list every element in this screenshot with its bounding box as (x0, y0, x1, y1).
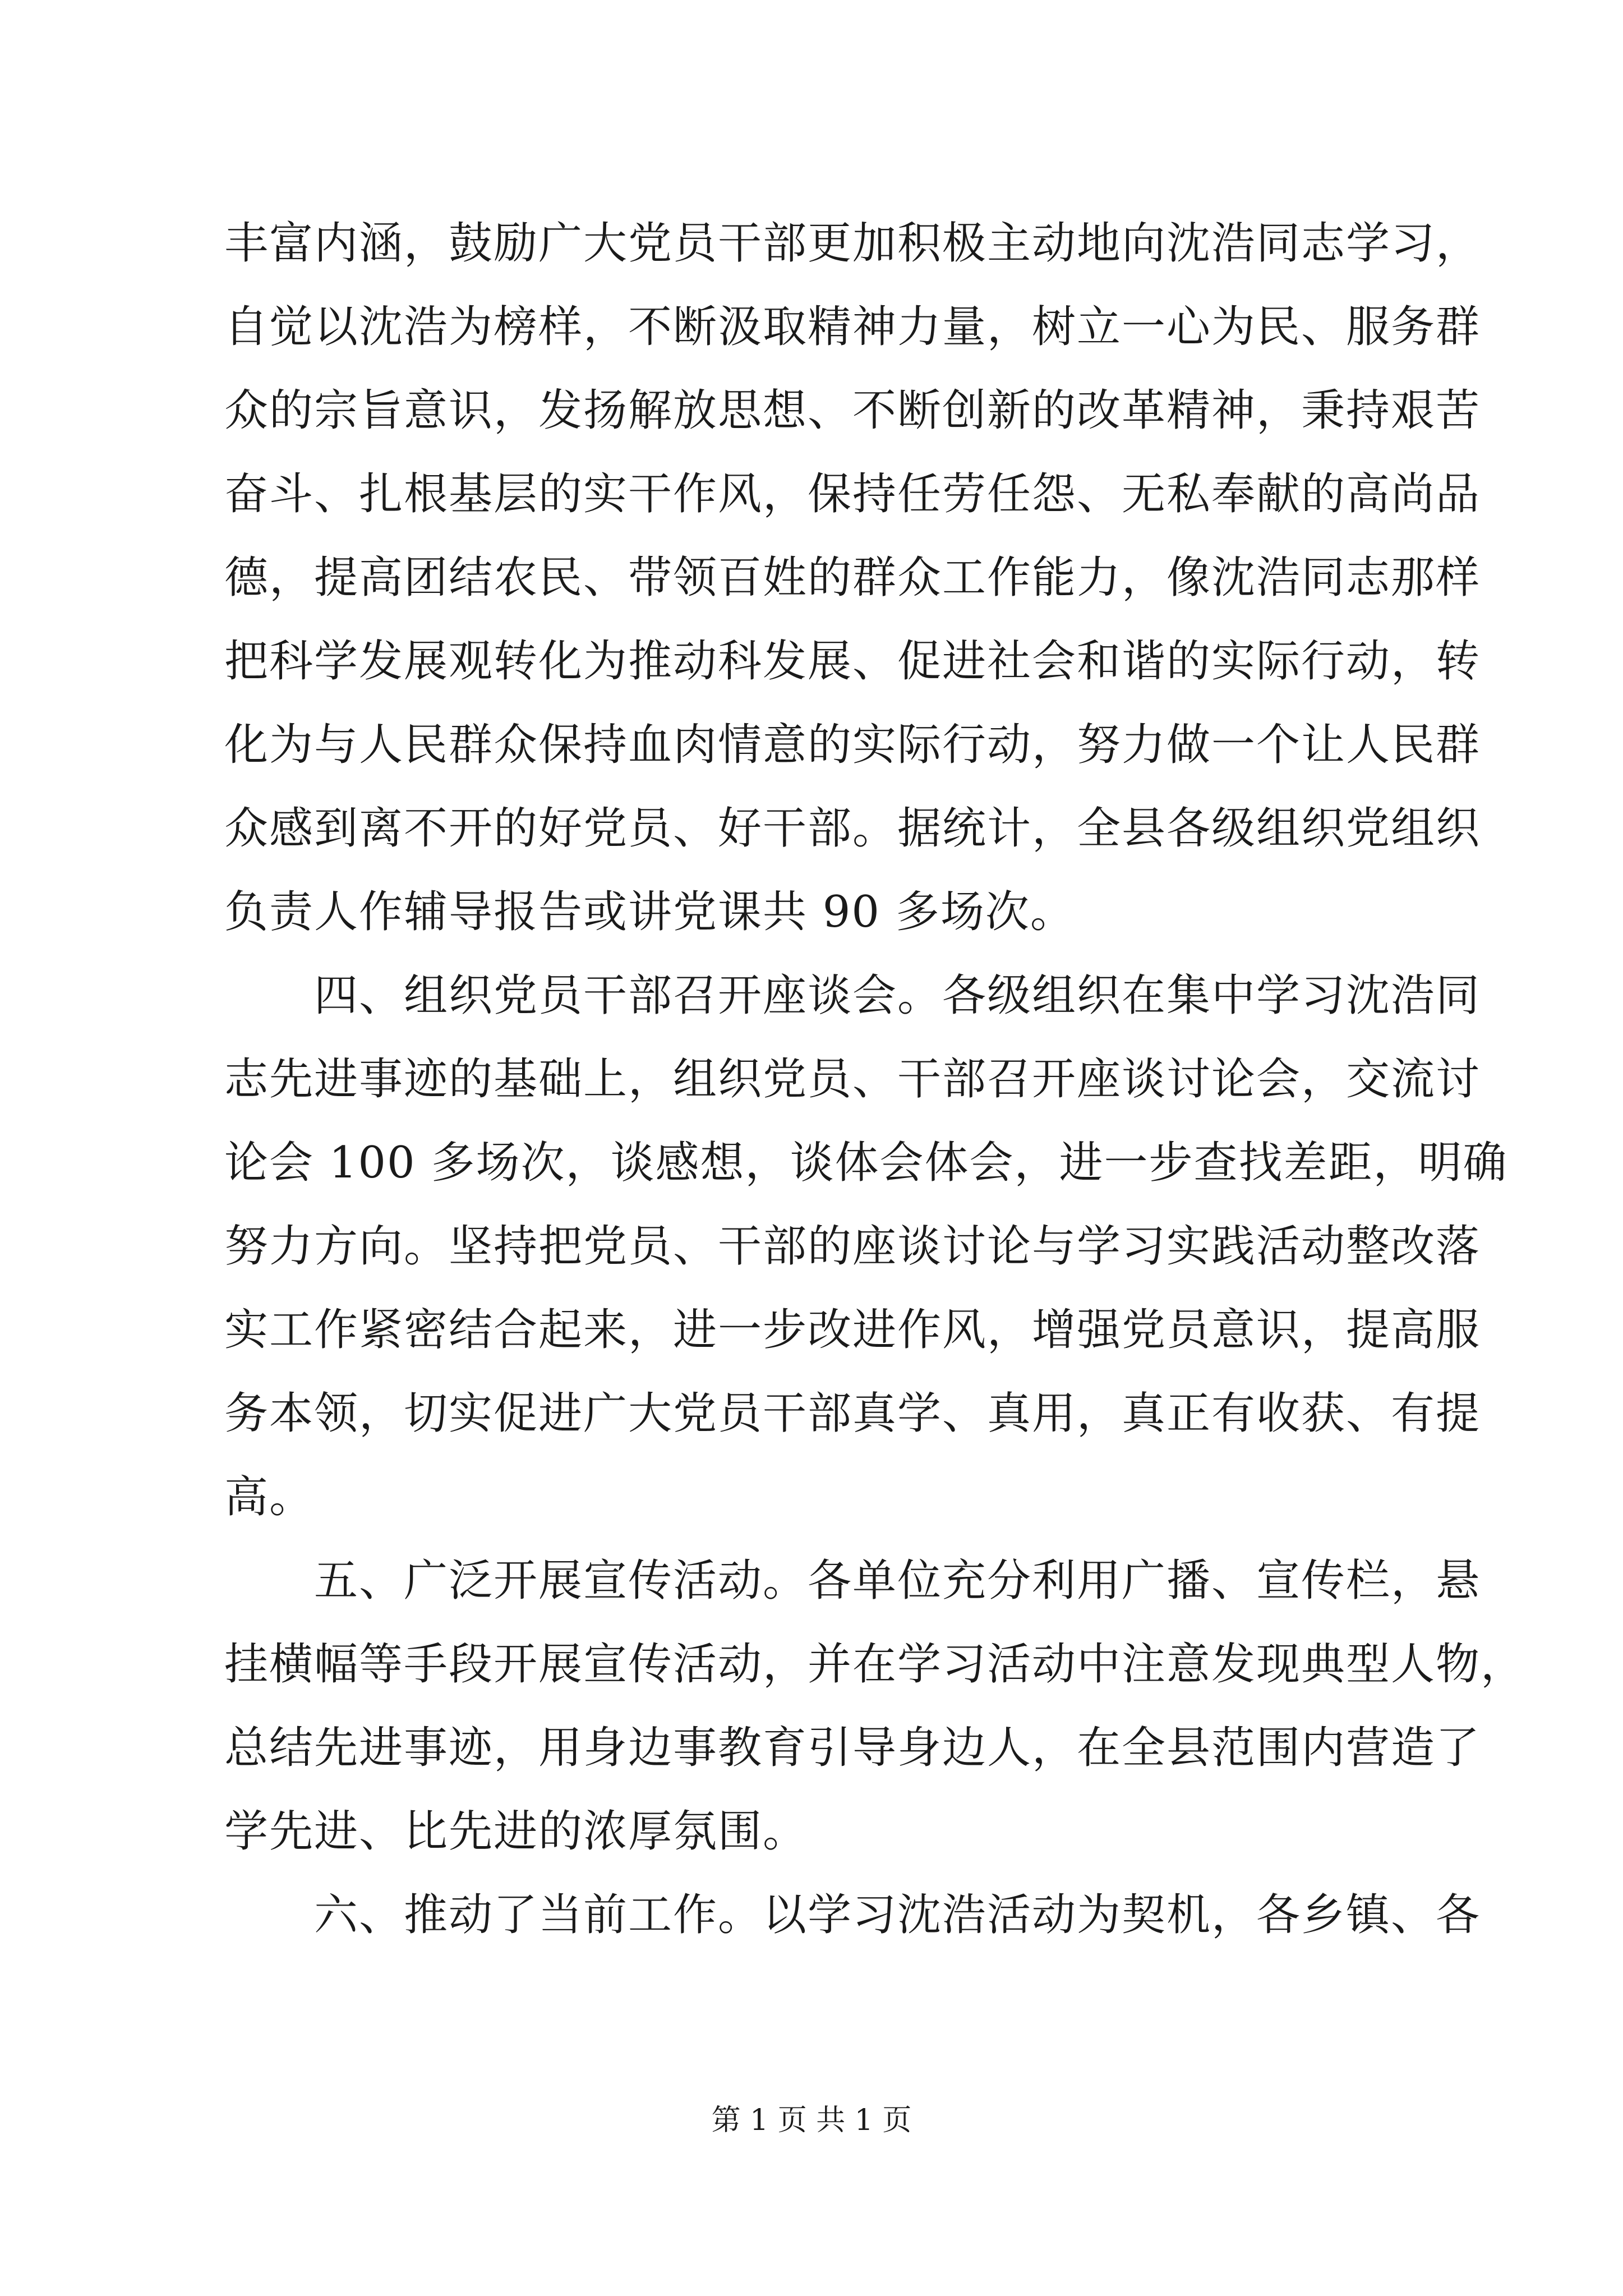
text-line: 挂横幅等手段开展宣传活动，并在学习活动中注意发现典型人物， (224, 1639, 1526, 1690)
text-line: 众的宗旨意识，发扬解放思想、不断创新的改革精神，秉持艰苦 (224, 385, 1481, 436)
text-line: 六、推动了当前工作。以学习沈浩活动为契机，各乡镇、各 (224, 1890, 1481, 1940)
text-line: 负责人作辅导报告或讲党课共 90 多场次。 (224, 887, 1075, 937)
text-line: 志先进事迹的基础上，组织党员、干部召开座谈讨论会，交流讨 (224, 1054, 1481, 1105)
text-line: 努力方向。坚持把党员、干部的座谈讨论与学习实践活动整改落 (224, 1221, 1481, 1272)
text-line: 奋斗、扎根基层的实干作风，保持任劳任怨、无私奉献的高尚品 (224, 469, 1481, 519)
body-text (224, 202, 1526, 1957)
text-line: 高。 (224, 1472, 315, 1522)
text-line: 自觉以沈浩为榜样，不断汲取精神力量，树立一心为民、服务群 (224, 302, 1481, 352)
text-line: 论会 100 多场次，谈感想，谈体会体会，进一步查找差距，明确 (224, 1138, 1508, 1188)
text-line: 务本领，切实促进广大党员干部真学、真用，真正有收获、有提 (224, 1388, 1481, 1439)
page-footer: 第 1 页 共 1 页 (711, 2104, 912, 2137)
text-line: 德，提高团结农民、带领百姓的群众工作能力，像沈浩同志那样 (224, 553, 1481, 603)
text-line: 总结先进事迹，用身边事教育引导身边人，在全县范围内营造了 (224, 1723, 1481, 1773)
text-line: 实工作紧密结合起来，进一步改进作风，增强党员意识，提高服 (224, 1305, 1481, 1355)
text-line: 把科学发展观转化为推动科发展、促进社会和谐的实际行动，转 (224, 636, 1481, 687)
text-line: 学先进、比先进的浓厚氛围。 (224, 1806, 808, 1857)
text-line: 四、组织党员干部召开座谈会。各级组织在集中学习沈浩同 (224, 970, 1481, 1021)
text-line: 五、广泛开展宣传活动。各单位充分利用广播、宣传栏，悬 (224, 1556, 1481, 1606)
text-line: 众感到离不开的好党员、好干部。据统计，全县各级组织党组织 (224, 803, 1481, 854)
text-line: 化为与人民群众保持血肉情意的实际行动，努力做一个让人民群 (224, 720, 1481, 770)
text-line: 丰富内涵，鼓励广大党员干部更加积极主动地向沈浩同志学习， (224, 218, 1481, 269)
